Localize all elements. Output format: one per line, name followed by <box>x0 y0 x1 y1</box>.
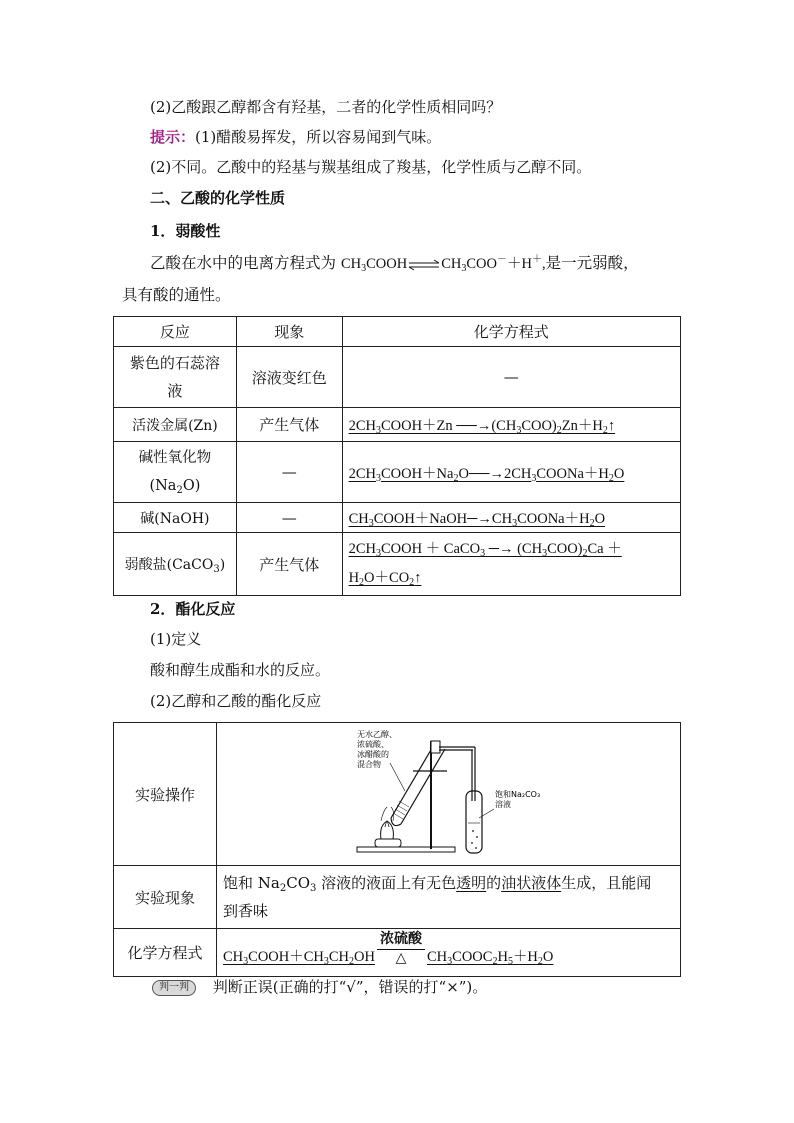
observation-cell: 饱和 $Na_2CO_3$ 溶液的液面上有无色透明的油状液体生成，且能闻 到香味 <box>217 866 681 929</box>
table-row <box>114 347 681 408</box>
reaction-cell: 紫色的石蕊溶 液 <box>114 347 237 408</box>
hint-line-2: (2)不同。乙酸中的羟基与羰基组成了羧基，化学性质与乙醇不同。 <box>150 158 592 176</box>
equation-cell: $2CH_3COOH$ ＋ CaCO$_3$ ─→ $(CH_3COO)_2Ca$ ＋ $H_2O+CO_2↑$ <box>342 533 680 596</box>
table-row <box>114 533 681 596</box>
acid-properties-table <box>113 316 681 596</box>
section-2-title: 二、乙酸的化学性质 <box>150 189 286 207</box>
apparatus-label-left-3: 冰醋酸的 <box>357 750 389 759</box>
apparatus-label-left-2: 浓硫酸、 <box>357 740 389 749</box>
header-reaction: 反应 <box>114 317 237 347</box>
reversible-arrow-icon <box>407 259 441 271</box>
ionization-line-2: 具有酸的通性。 <box>122 286 231 304</box>
apparatus-label-left-1: 无水乙醇、 <box>357 730 397 739</box>
definition-text: 酸和醇生成酯和水的反应。 <box>150 661 331 679</box>
header-equation: 化学方程式 <box>342 317 680 347</box>
phenomenon-cell: 产生气体 <box>236 533 342 596</box>
reaction-cell: 弱酸盐(CaCO$_3$) <box>114 533 237 596</box>
judge-line <box>152 976 487 998</box>
reaction-cell: 活泼金属(Zn) <box>114 408 237 442</box>
ionization-line <box>150 252 639 275</box>
equation-cell: $2CH_3COOH+Na_2O──\to 2CH_3COONa+H_2O$ <box>342 442 680 503</box>
esterification-equation-cell: $CH_3COOH+CH_3CH_2OH$ 浓硫酸 △ $CH_3COOC_2H_5+H_2O$ <box>217 929 681 977</box>
reaction-cell: 碱性氧化物 $(Na_2O)$ <box>114 442 237 503</box>
phenomenon-cell: — <box>236 503 342 533</box>
ionization-suffix: 是一元弱酸， <box>545 254 639 272</box>
table-row <box>114 723 681 866</box>
reaction-condition: 浓硫酸 △ <box>377 933 425 966</box>
reaction-cell: 碱(NaOH) <box>114 503 237 533</box>
hint-label: 提示： <box>150 128 196 146</box>
subsection-2-title: 2．酯化反应 <box>150 600 236 618</box>
header-phenomenon: 现象 <box>236 317 342 347</box>
table-header-row <box>114 317 681 347</box>
definition-title: (1)定义 <box>150 630 202 648</box>
experiment-operation-label: 实验操作 <box>114 723 217 866</box>
esterification-apparatus-diagram <box>217 723 680 861</box>
equation-cell: — <box>342 347 680 408</box>
apparatus-label-left-4: 混合物 <box>357 760 381 769</box>
table-row <box>114 866 681 929</box>
equation-cell: $CH_3COOH+NaOH─\to CH_3COONa+H_2O$ <box>342 503 680 533</box>
table-row <box>114 408 681 442</box>
observation-line-2: 到香味 <box>223 902 269 920</box>
subsection-1-title: 1．弱酸性 <box>150 222 221 240</box>
hint-line-1 <box>150 126 441 148</box>
judge-text: 判断正误(正确的打“√”，错误的打“×”)。 <box>212 978 488 996</box>
judge-badge: 判一判 <box>152 980 196 996</box>
apparatus-cell <box>217 723 681 866</box>
chemical-equation-label: 化学方程式 <box>114 929 217 977</box>
ionization-prefix: 乙酸在水中的电离方程式为 <box>150 254 337 272</box>
question-2: (2)乙酸跟乙醇都含有羟基，二者的化学性质相同吗？ <box>150 98 502 116</box>
phenomenon-cell: 产生气体 <box>236 408 342 442</box>
equation-cell: $2CH_3COOH+Zn$ $──\to(CH_3COO)_2Zn+H_2↑$ <box>342 408 680 442</box>
apparatus-label-right-1: 饱和Na₂CO₃ <box>495 790 541 799</box>
apparatus-label-right-2: 溶液 <box>495 800 511 809</box>
hint-1: (1)醋酸易挥发，所以容易闻到气味。 <box>195 128 442 146</box>
ionization-equation: $CH_3COOH$ $CH_3COO^-+H^+$, <box>340 254 546 274</box>
phenomenon-cell: — <box>236 442 342 503</box>
table-row <box>114 442 681 503</box>
esterification-table <box>113 722 681 977</box>
phenomenon-cell: 溶液变红色 <box>236 347 342 408</box>
esterification-title: (2)乙醇和乙酸的酯化反应 <box>150 692 322 710</box>
table-row <box>114 503 681 533</box>
experiment-phenomenon-label: 实验现象 <box>114 866 217 929</box>
table-row <box>114 929 681 977</box>
